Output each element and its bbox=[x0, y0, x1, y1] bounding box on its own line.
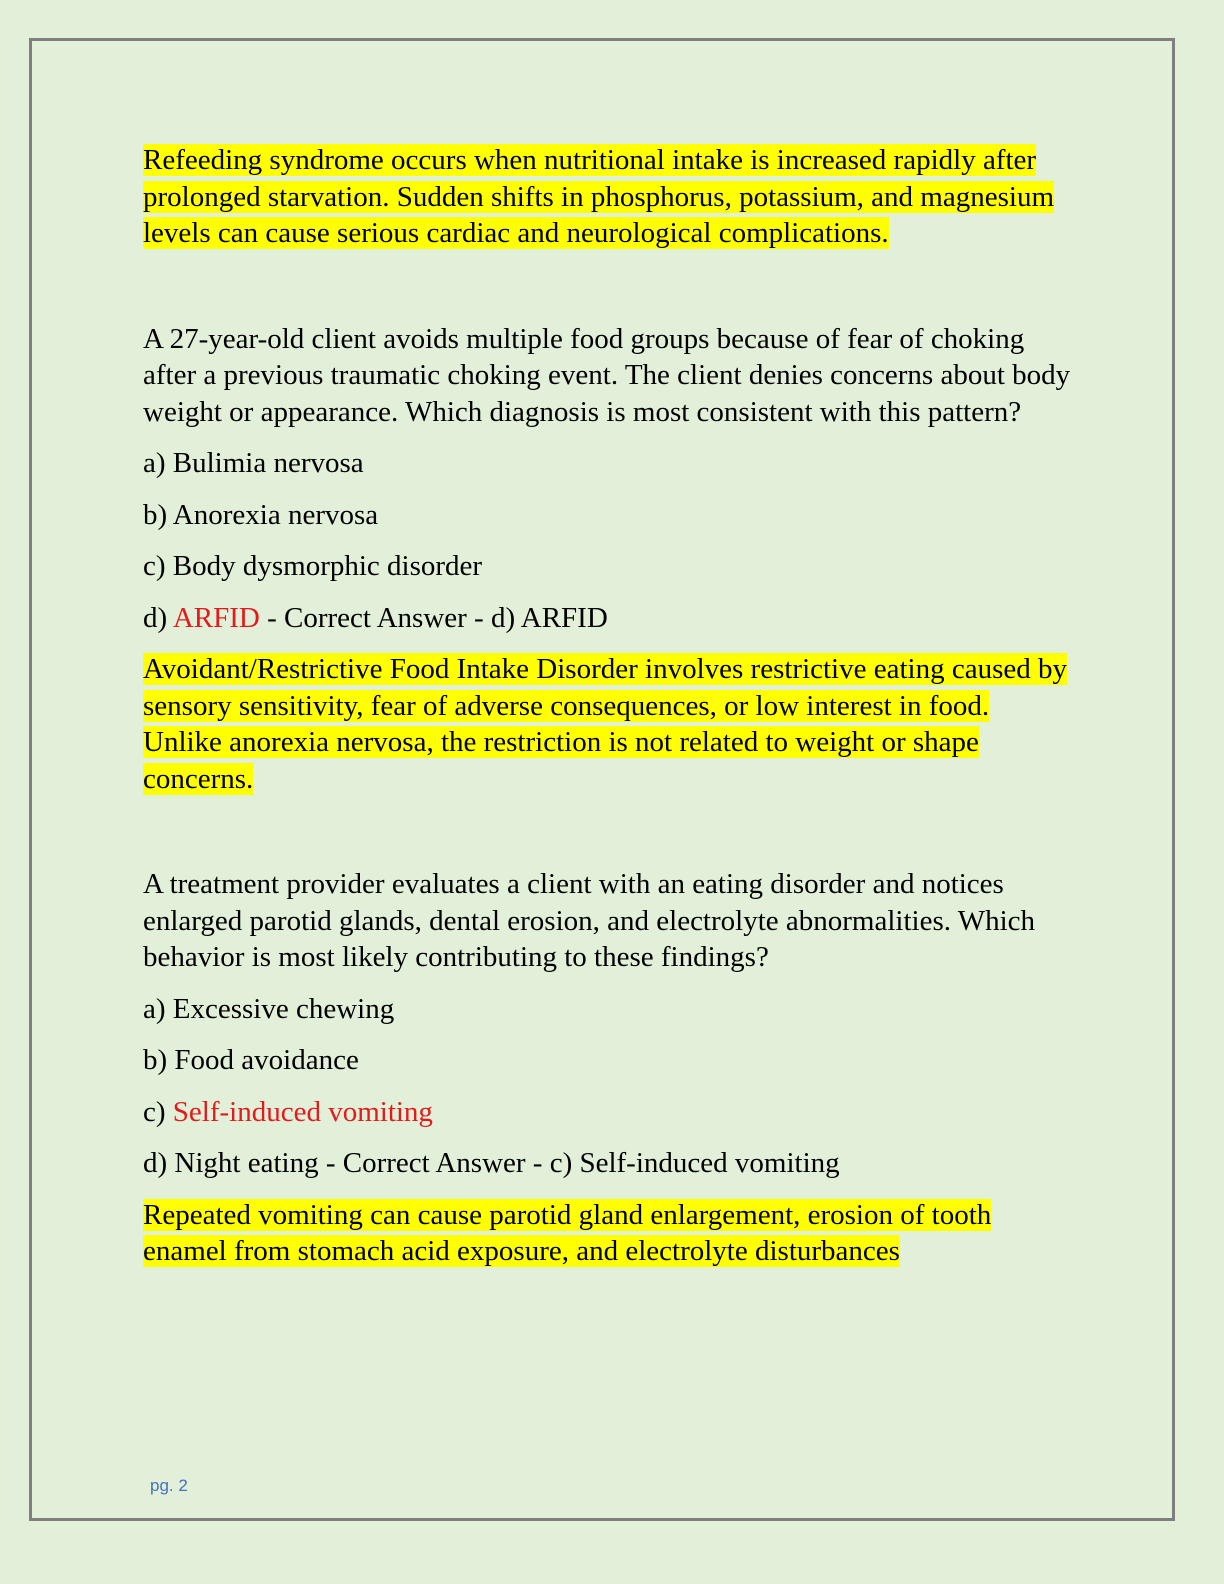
option-c-prefix: c) bbox=[143, 1095, 173, 1128]
question-1-option-c: c) Body dysmorphic disorder bbox=[143, 550, 483, 582]
highlighted-text: Avoidant/Restrictive Food Intake Disorder involves restrictive eating caused by sensory sensitivity, fear of adverse consequences, or low interest in food. Unlike anorexia nervosa, the restriction is not related to weight or shape concerns. bbox=[143, 653, 1067, 795]
page-content bbox=[143, 142, 1073, 1270]
option-d-prefix: d) bbox=[143, 601, 173, 634]
question-1-explanation bbox=[143, 651, 1073, 797]
question-2-stem: A treatment provider evaluates a client with an eating disorder and notices enlarged parotid glands, dental erosion, and electrolyte abnormalities. Which behavior is most likely contributing to these findings? bbox=[143, 868, 1036, 973]
question-2-explanation bbox=[143, 1197, 1073, 1270]
correct-answer-note: - Correct Answer - d) ARFID bbox=[259, 601, 608, 634]
question-2-option-a: a) Excessive chewing bbox=[143, 992, 395, 1025]
question-1-option-d bbox=[143, 600, 1073, 637]
question-2-option-b: b) Food avoidance bbox=[143, 1044, 359, 1076]
question-1-option-b: b) Anorexia nervosa bbox=[143, 498, 379, 531]
highlighted-text: Repeated vomiting can cause parotid gland enlargement, erosion of tooth enamel from stomach acid exposure, and electrolyte disturbances bbox=[143, 1198, 992, 1267]
refeeding-explanation bbox=[143, 142, 1073, 252]
question-2-option-d: d) Night eating - Correct Answer - c) Self-induced vomiting bbox=[143, 1147, 840, 1179]
question-1 bbox=[143, 321, 1073, 798]
page-number: pg. 2 bbox=[150, 1476, 188, 1495]
question-1-stem: A 27-year-old client avoids multiple food groups because of fear of choking after a previous traumatic choking event. The client denies concerns about body weight or appearance. Which diagnosis is most consistent with this pattern? bbox=[143, 322, 1071, 428]
question-2 bbox=[143, 866, 1073, 1270]
question-1-option-a: a) Bulimia nervosa bbox=[143, 447, 364, 479]
correct-answer-highlight: Self-induced vomiting bbox=[172, 1095, 433, 1128]
highlighted-text: Refeeding syndrome occurs when nutritional intake is increased rapidly after prolonged starvation. Sudden shifts in phosphorus, potassium, and magnesium levels can cause serious cardiac and neurological complications. bbox=[143, 144, 1055, 249]
question-2-option-c bbox=[143, 1094, 1073, 1131]
correct-answer-highlight: ARFID bbox=[172, 601, 260, 634]
